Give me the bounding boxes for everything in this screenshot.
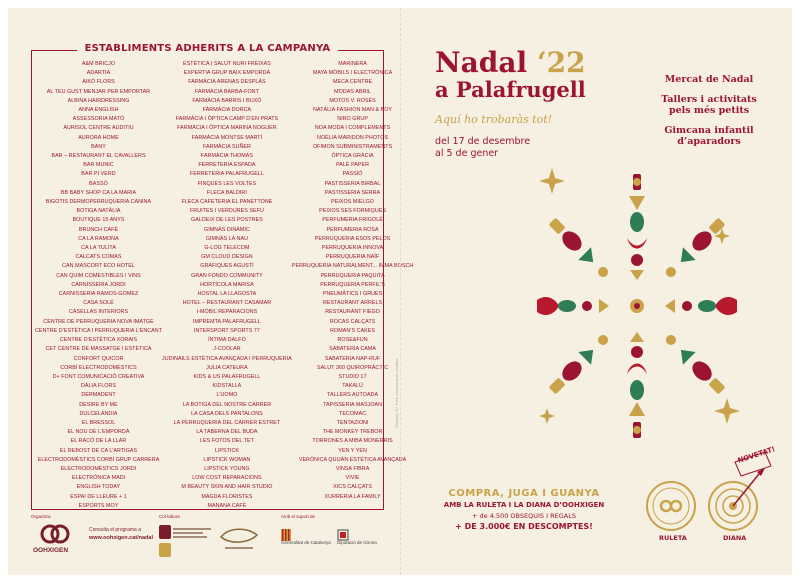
promo-line-1: AMB LA RULETA I LA DIANA D’OOHXIGEN [443,501,605,509]
directory-entry: FRUITES I VERDURES SEFU [189,208,264,215]
directory-entry: MOTOS V. ROSÉS [329,97,376,104]
directory-entry: ÒPTICA GRÀCIA [331,153,374,160]
directory-entry: MARINERA [338,61,367,67]
directory-entry: CORBÍ ELECTRODOMÈSTICS [60,364,137,371]
diputacio-logo [337,526,387,556]
directory-entry: PERRUQUERIA PAQUITA [320,272,385,279]
directory-entry: PERRUQUERIA NATURALMENT... IMMA BOSCH [291,263,414,270]
directory-entry: TALLERS AUTOADA [327,392,379,399]
directory-entry: ANNA ENGLISH [78,107,119,114]
directory-entry: PERRUQUERIA INNOVA [321,245,384,252]
campaign-dates [435,136,530,160]
directory-entry: LIPSTICK WOMAN [203,456,251,463]
directory-entry: SALUT 360 QUIROPRÀCTIC [317,364,389,371]
snowflake-illustration [532,158,742,454]
ruleta-icon [647,482,695,530]
snowflake-arm-icon [546,330,613,397]
directory-entry: HOTEL – RESTAURANT CASAMAR [182,300,272,307]
diana-label: DIANA [723,534,747,542]
directory-entry: BASSÓ [89,180,108,187]
directory-entry: OFIMON SUBMINISTRAMENTS [312,143,393,150]
directory-entry: GIMNÀS DINÀMIC [204,226,250,233]
directory-entry: TAPISSERIA MASJOAN [323,401,383,408]
directory-entry: RESTAURANT ARRELS [322,300,383,307]
snowflake-arm-icon [661,330,728,397]
directory-entry: ESPAI DE LLEURE + 1 [70,493,127,500]
directory-entry: ELECTRÒNICA MADI [71,475,126,482]
snowflake-arm-icon [661,215,728,282]
directory-entry: ELECTRODOMÈSTICS CORBÍ GRUP CARRERA [37,456,160,463]
directory-entry: KIDSTALLA [212,383,242,390]
directory-entry: GRÀFIQUES AGUSTÍ [200,263,254,270]
directory-column-1 [35,60,162,507]
directory-entry: BAR PI VERD [81,171,116,178]
collaborator-logos [159,523,269,563]
directory-entry: FARMÀCIA BARRIS I BUXÓ [192,97,262,104]
directory-entry: VINSA FIBRA [335,465,370,472]
directory-entry: MECA CENTRE [332,79,373,86]
directory-entry: MAGDA FLORISTES [201,493,253,500]
generalitat-logo-text: Generalitat de Catalunya [281,540,331,545]
dates-line-1: del 17 de desembre [435,136,531,147]
directory-entry: AURORA HOME [78,134,119,141]
diputacio-logo-text: Diputació de Girona [337,540,377,545]
campaign-year: ‘22 [536,46,586,79]
directory-entry: GALDEIX DE LES POSTRES [191,217,263,224]
directory-column-2 [162,60,292,507]
flyer-page [8,8,792,575]
directory-entry: CAN QUIM COMESTIBLES I VINS [56,272,141,279]
directory-entry: PASSIÓ [342,171,363,178]
directory-entry: ASSESSORIA MATÓ [72,116,125,123]
directory-entry: THE MONKEY TREBOR [322,429,383,436]
dates-line-2: al 5 de gener [435,148,499,159]
directory-entry: FERRETERIA ESPADA [198,162,256,169]
directory-entry: BIGOTIS DERMOPERRUQUERIA CANINA [45,199,152,206]
directory-entry: CENTRE D’ESTÈTICA I PERRUQUERIA L’ENCANT [35,327,163,334]
design-credit: Disseny: D+ Font comunicació creativa [394,358,399,428]
directory-entry: STUDIO 17 [338,373,367,380]
directory-entry: MAYA MÒBILS I ELECTRÒNICA [312,70,393,77]
generalitat-logo [281,526,331,556]
directory-entry: NOA MODA I COMPLEMENTS [314,125,391,132]
oohxigen-mark-icon [33,523,77,547]
directory-entry: J-COOLAR [213,346,241,353]
directory-entry: FARMÀCIA I ÒPTICA MARINA NOGUER [177,125,277,132]
directory-entry: D+ FONT COMUNICACIÓ CREATIVA [52,373,145,380]
directory-entry: CENTRE D’ESTÈTICA XORAIS [59,337,138,344]
support-label: Amb el suport de [281,514,316,519]
directory-entry: BAR – RESTAURANT EL CAVALLERS [51,153,146,160]
directory-entry: KIDS & US PALAFRUGELL [193,373,261,380]
directory-entry: FARMÀCIA THOMAS [200,153,253,160]
directory-column-3 [292,60,413,507]
left-page [8,8,414,575]
directory-entry: PERRUQUERIA ESOS PELOS [314,235,391,242]
directory-entry: FINQUES LES VOLTES [197,180,257,187]
directory-entry: HOSTAL LA LLAGOSTA [197,291,257,298]
games-illustration [631,448,781,548]
web-link[interactable]: www.oohxigen.cat/nadal [89,535,153,541]
campaign-tagline: Aquí ho trobaràs tot! [435,113,553,126]
directory-entry: VERÒNICA QUIJÀN ESTÈTICA AVANÇADA [298,456,407,463]
directory-entry: GM CLOUD DESIGN [201,254,253,261]
directory-entry: ROCAS CALÇATS [329,318,376,325]
directory-entry: YEN Y YEN [338,447,367,454]
novetat-badge: NOVETAT! [736,445,777,465]
directory-entry: CENTRE DE PERRUQUERIA NOVA IMATGE [43,318,154,325]
directory-entry: IMPREMTA PALAFRUGELL [192,318,261,325]
directory-entry: PERFUMERIA FRIGOLÉ [322,217,383,224]
campaign-subtitle: a Palafrugell [435,77,586,102]
directory-entry: LOW COST REPARACIONS [192,475,262,482]
directory-entry: ÍNTIMA DALFO [208,337,246,344]
games-block [631,445,781,548]
directory-entry: ESPORTS MOY [78,502,119,509]
directory-entry: XICS CALÇATS [333,484,372,491]
directory-entry: RESTAURANT FIEGO [325,309,380,316]
directory-entry: LA TABERNA DEL BUDA [196,429,258,436]
directory-entry: PASTISSERIA SERRA [325,189,381,196]
sparkle-icon [714,398,740,424]
directory-entry: A&M BRICJO [81,61,116,67]
directory-entry: ESTÈTICA I SALUT NURI FREIXAS [183,61,271,67]
directory-entry: LIPSTICK YOUNG [204,465,250,472]
campaign-title [435,48,586,78]
directory-entry: ROMAN’S CAKES [330,327,376,334]
collabora-label: Col·labora [159,514,180,519]
directory-entry: DULCELANDIA [79,410,118,417]
ruleta-label: RULETA [659,534,687,542]
directory-entry: ROSE&FUN [337,337,368,344]
oohxigen-logo [33,523,77,559]
collaborator-logos-icon [159,523,269,563]
promo-block [419,488,629,531]
directory-entry: FARMÀCIA MONTSE MARTÍ [191,134,263,141]
directory-entry: AIKÓ FLORS [82,79,115,86]
activity-market: Mercat de Nadal [664,74,754,85]
directory-entry: EL NOU DE L’EMPORDÀ [67,429,130,436]
directory-entry: EXPERTIA GRUP BAIX EMPORDÀ [183,70,271,77]
directory-entry: MANANA CAFÈ [207,502,247,509]
directory-entry: TECOMAC [339,410,367,417]
campaign-title-block [435,48,586,102]
directory-entry: CONFORT QUICOR [73,355,124,362]
directory-entry: LA PERRUQUERIA DEL CARRER ESTRET [173,419,281,426]
directory-entry: PALÈ PAPER [336,162,370,169]
directory-entry: TENTAZIONI [336,419,369,426]
directory-entry: BANY [91,143,106,150]
web-caption: Consulta el programa a [89,527,141,533]
directory-entry: INTERSPORT SPORTS 77 [193,327,260,334]
directory-entry: TAKALÚ [342,383,363,390]
directory-entry: JUDINAILS ESTÈTICA AVANÇADA I PERRUQUERIA [162,355,292,362]
directory-entry: BOTIGA NATÀLIA [76,208,121,215]
activities-list [649,74,769,156]
directory-entry: BRUNCH CAFÈ [78,226,119,233]
organizers-footer [31,514,384,570]
directory-entry: DÀLIA FLORS [81,383,116,390]
directory-entry: TORRONES A MIBA MONERRIS [312,438,393,445]
directory-entry: GIMNÀS LA NAU [205,235,249,242]
diana-icon [709,468,765,530]
directory-entry: LA CASA DELS PANTALONS [191,410,263,417]
directory-entry: SABATERIA NAP-RUF [324,355,381,362]
directory-entry: CET CENTRE DE MASSATGE I ESTÈTICA [45,346,152,353]
directory-entry: LA BOTIGA DEL NOSTRE CARRER [182,401,272,408]
directory-entry: PNEUMÀTICS I GRUES [322,291,383,298]
directory-entry: EL REBOST DE CA L’ARTIGAS [59,447,138,454]
directory-entry: BB BABY SHOP CA LA MARIA [60,189,137,196]
directory-entry: PERRUQUERIA PERFIL’S [320,281,385,288]
directory-entry: AL TEU GUST MENJAR PER EMPORTAR [46,88,151,95]
directory-entry: FARMÀCIA SUÑER [202,143,251,150]
directory-entry: BOUTIQUE 15 ANYS [72,217,125,224]
directory-entry: EL RACÓ DE LA LLAR [70,438,127,445]
sparkle-icon [539,408,555,424]
directory-entry: FARMÀCIA DORCA [202,107,252,114]
organitza-label: Organitza [31,514,51,519]
directory-entry: ALBINA HAIRDRESSING [67,97,130,104]
sparkle-icon [539,168,565,194]
directory-entry: ENGLISH TODAY [76,484,121,491]
directory-entry: GRAN FONDO COMMUNITY [191,272,263,279]
directory-entry: XURRERIA LA FAMILY [324,493,381,500]
directory-entry: NATÀLIA FASHION MAN & BOY [313,107,393,114]
directory-entry: MODAS ABRIL [334,88,371,95]
directory-entry: PEIXOS MIELGO [331,199,374,206]
directory-entry: L’UOMO [216,392,238,399]
directory-entry: CALCATS COMAS [75,254,122,261]
snowflake-arm-icon [665,297,737,315]
directory-entry: CAN MASCORT ECO HOTEL [62,263,135,270]
directory-entry: BAR MUNIC [83,162,114,169]
promo-headline: COMPRA, JUGA I GUANYA [448,488,600,499]
directory-entry: FARMÀCIA BARBA-FONT [194,88,259,95]
directory-entry: CA LA TULITA [81,245,116,252]
directory-entry: FERRETERIA PALAFRUGELL [189,171,264,178]
directory-entry: CARNISSERIA RAMOS-GOMEZ [58,291,139,298]
directory-entry: SABATERIA CAMA [329,346,377,353]
snowflake-arm-icon [627,332,647,438]
directory-title: ESTABLIMENTS ADHERITS A LA CAMPANYA [77,43,339,54]
directory-entry: LIPSTICK [214,447,240,454]
activity-workshops: Tallers i activitats pels més petits [661,93,757,116]
directory-entry: JULIA CATEURA [206,364,248,371]
directory-entry: CA LA RAMONA [78,235,119,242]
directory-entry: PERRUQUERIA NAÏF [325,254,380,261]
directory-entry: ELECTRODOMÈSTICS JORDI [60,465,137,472]
directory-entry: AURISOL CENTRE AUDITIU [63,125,134,132]
directory-entry: PASTISSERIA BIRBAL [324,180,381,187]
directory-entry: HORTÍCOLA MARISA [200,281,254,288]
oohxigen-logo-text: OOHXIGEN [33,547,69,554]
snowflake-arm-icon [546,215,613,282]
directory-entry: CASELLAS INTERIORS [68,309,129,316]
directory-entry: FLECA BALDIRI [207,189,247,196]
snowflake-arm-icon [537,297,609,315]
promo-line-3: + DE 3.000€ EN DESCOMPTES! [455,522,593,531]
directory-entry: NIRO GRUP [337,116,368,123]
right-page [400,8,792,575]
directory-entry: ADARTIA [86,70,111,77]
directory-entry: I-MÒBIL REPARACIONS [196,309,258,316]
directory-entry: CARNISSERIA JORDI [71,281,126,288]
directory-entry: DERMADENT [81,392,116,399]
directory-entry: CASA SOLÉ [83,300,114,307]
directory-entry: DESIRE BY ME [79,401,118,408]
directory-entry: FLECA CAFETERIA EL PANETTONE [181,199,273,206]
directory-entry: G-LOG TELECOM [204,245,250,252]
promo-line-2: + de 4.500 OBSEQUIS I REGALS [472,512,576,520]
directory-entry: NOÈLIA MARIDON PHOTOS [317,134,389,141]
campaign-title-word: Nadal [435,46,528,79]
directory-entry: LES FOTOS DEL TET [199,438,254,445]
directory-entry: PEIXOS SES FORMIQUES [319,208,387,215]
directory-entry: PERFUMERIA ROSA [326,226,379,233]
directory-entry: FARMÀCIA ARENAS DESPLÀS [188,79,266,86]
directory-entry: M BEAUTY SKIN AND HAIR STUDIO [181,484,273,491]
directory-entry: EL BRESSOL [81,419,116,426]
snowflake-arms [537,174,737,438]
snowflake-arm-icon [627,174,647,280]
directory-entry: VIVIE [345,475,360,482]
directory-entry: FARMÀCIA I ÒPTICA CAMP D’EN PRATS [175,116,279,123]
activity-gimcana: Gimcana infantil d’aparadors [664,124,754,147]
